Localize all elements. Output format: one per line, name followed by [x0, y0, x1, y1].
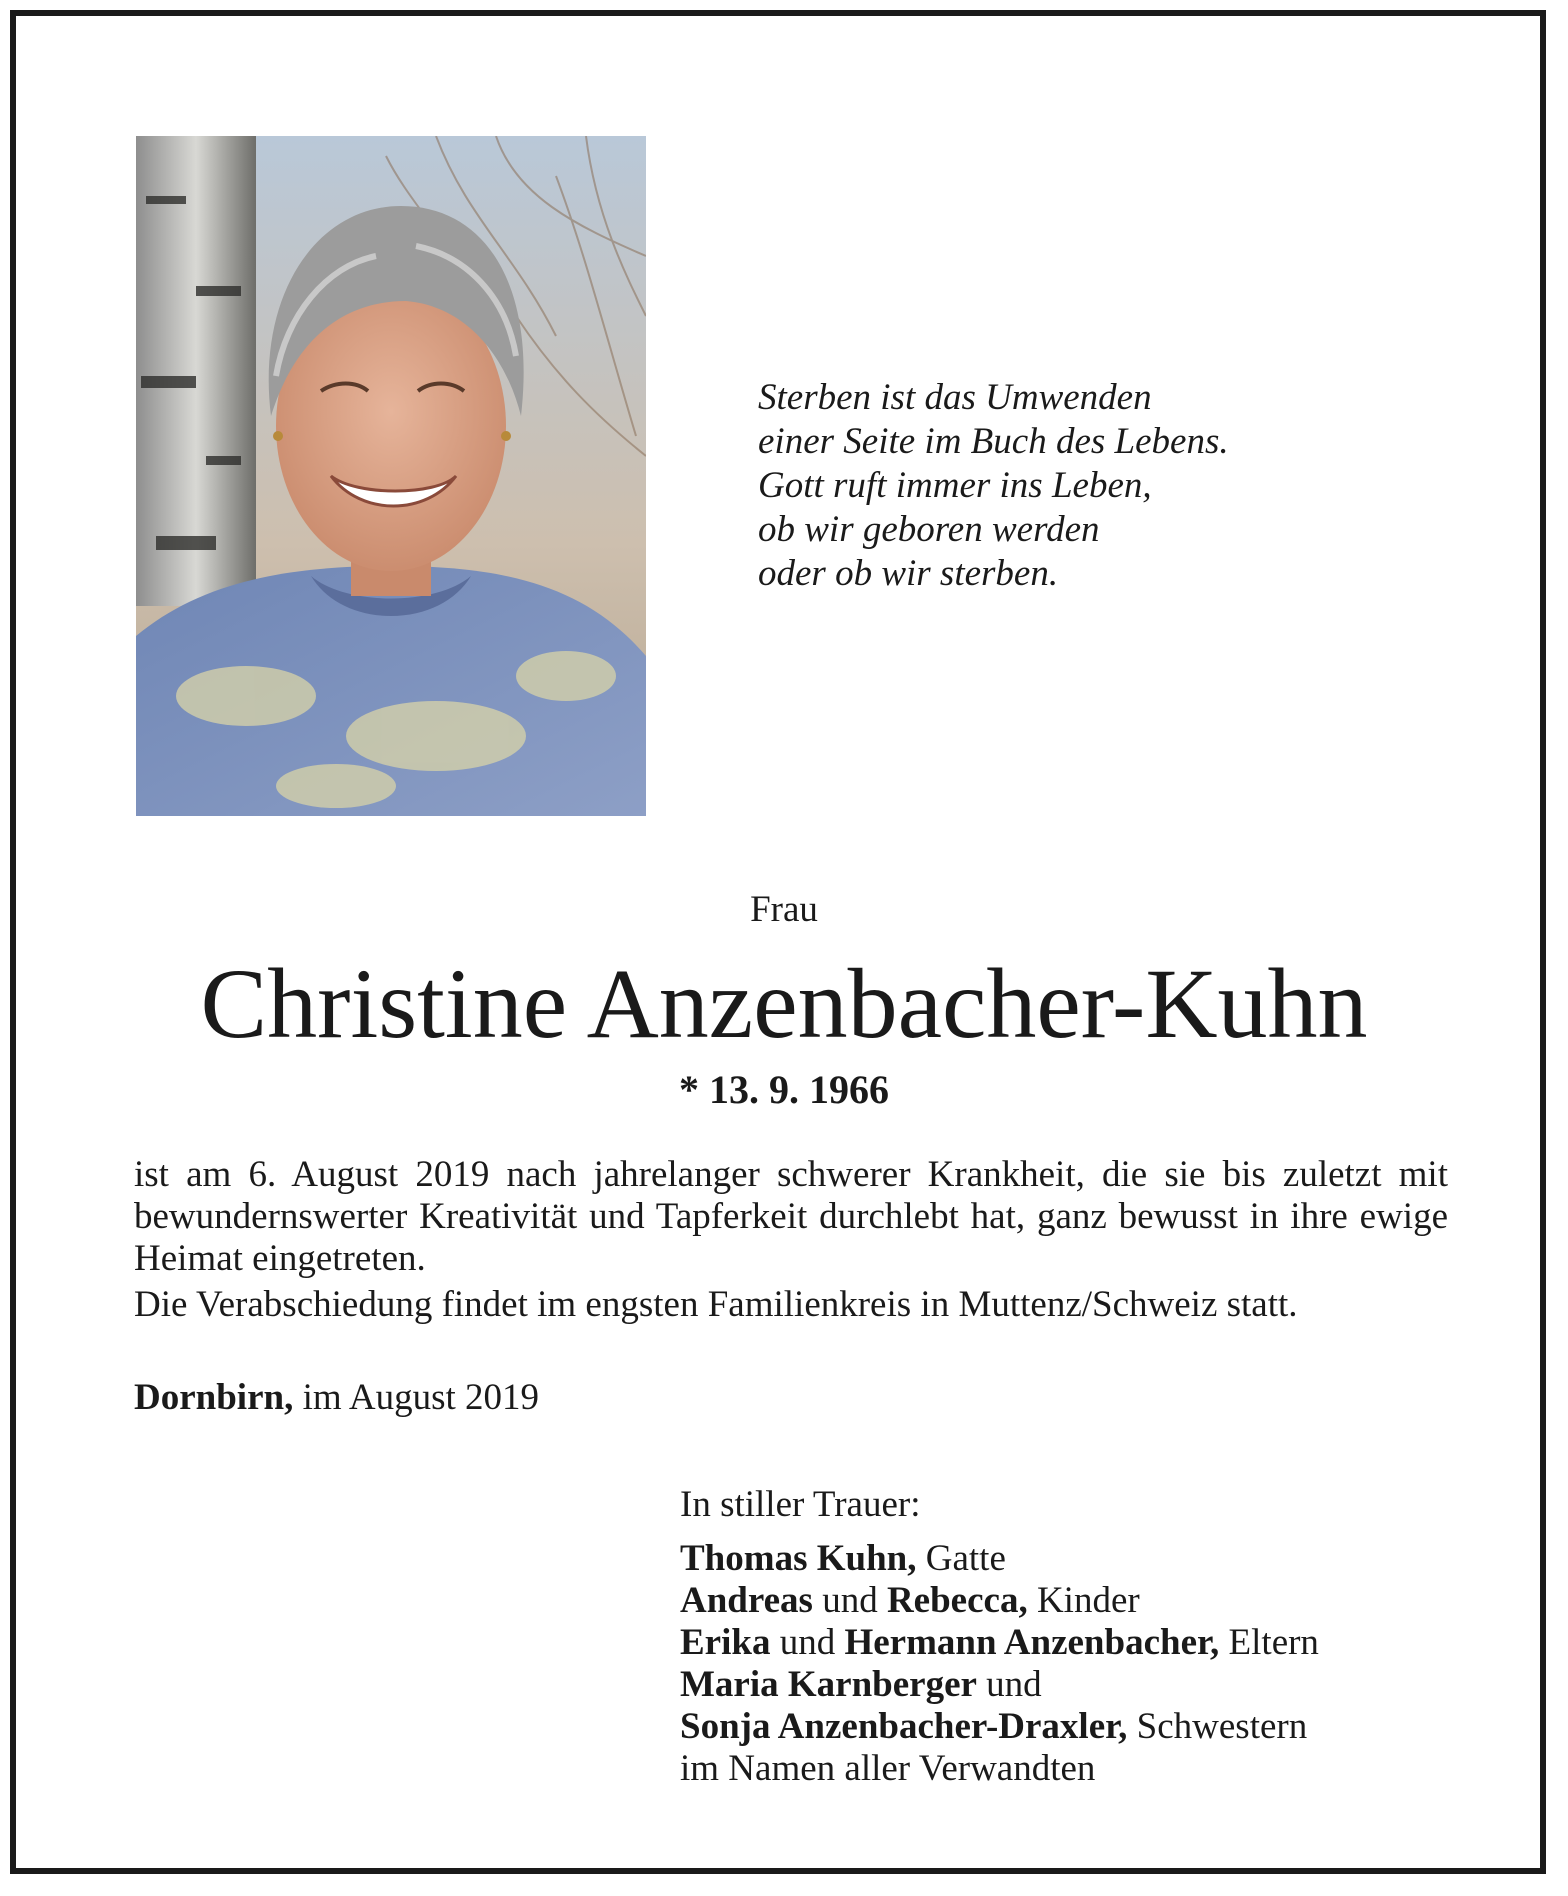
quote-line: ob wir geboren werden [758, 509, 1100, 550]
mourner-name: Rebecca, [886, 1580, 1028, 1621]
mourner-name: Sonja Anzenbacher-Draxler, [680, 1706, 1128, 1747]
announcement-paragraph: ist am 6. August 2019 nach jahrelanger schwerer Krankheit, die sie bis zuletzt mit bewundernswerter Kreativität und Tapferkeit durchlebt hat, ganz bewusst in ihre ewige Heimat eingetreten. [134, 1154, 1448, 1279]
mourner-line: im Namen aller Verwandten [680, 1748, 1096, 1789]
obituary-frame [10, 10, 1546, 1874]
announcement-text [134, 1154, 1448, 1326]
birth-date: * 13. 9. 1966 [679, 1067, 889, 1112]
mourner-conjunction: und [812, 1580, 887, 1621]
mourner-line [680, 1664, 1319, 1706]
memorial-quote [758, 376, 1229, 596]
farewell-paragraph: Die Verabschiedung findet im engsten Familienkreis in Muttenz/Schweiz statt. [134, 1284, 1298, 1325]
mourners-heading: In stiller Trauer: [680, 1484, 921, 1525]
mourner-conjunction: und [770, 1622, 845, 1663]
mourner-line [680, 1580, 1319, 1622]
mourner-line [680, 1622, 1319, 1664]
mourner-role: Schwestern [1127, 1706, 1308, 1747]
mourner-name: Andreas [680, 1580, 813, 1621]
place-date [134, 1376, 539, 1420]
quote-line: oder ob wir sterben. [758, 553, 1059, 594]
mourners-list [680, 1484, 1319, 1790]
mourner-name: Thomas Kuhn, [680, 1538, 917, 1579]
mourner-role: Eltern [1219, 1622, 1319, 1663]
place-city: Dornbirn, [134, 1377, 294, 1418]
portrait-photo [136, 136, 646, 816]
deceased-name: Christine Anzenbacher-Kuhn [200, 948, 1368, 1059]
quote-line: einer Seite im Buch des Lebens. [758, 421, 1229, 462]
mourner-line [680, 1538, 1319, 1580]
place-date-text: im August 2019 [293, 1377, 539, 1418]
mourner-name: Maria Karnberger [680, 1664, 977, 1705]
quote-line: Gott ruft immer ins Leben, [758, 465, 1152, 506]
salutation: Frau [750, 889, 818, 930]
mourner-line [680, 1706, 1319, 1748]
mourner-name: Erika [680, 1622, 771, 1663]
mourner-conjunction: und [976, 1664, 1042, 1705]
portrait-illustration [136, 136, 646, 816]
quote-line: Sterben ist das Umwenden [758, 377, 1152, 418]
mourner-role: Gatte [916, 1538, 1006, 1579]
mourner-name: Hermann Anzenbacher, [844, 1622, 1220, 1663]
mourner-role: Kinder [1027, 1580, 1140, 1621]
